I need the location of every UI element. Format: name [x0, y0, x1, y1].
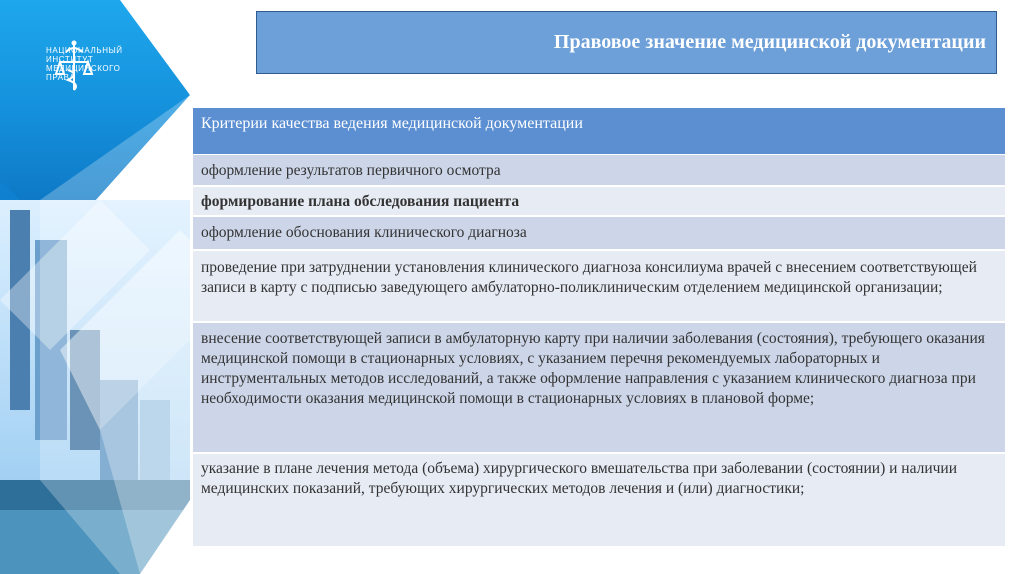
table-row: указание в плане лечения метода (объема) хирургического вмешательства при заболевании (состоянии) и наличии медицинских показаний, требующих хирургических методов лечения и (или) диагностики;	[193, 454, 1005, 546]
logo-line: НАЦИОНАЛЬНЫЙ	[46, 46, 123, 55]
logo-line: ПРАВА	[46, 73, 76, 82]
table-row: оформление обоснования клинического диагноза	[193, 217, 1005, 251]
logo-line: ИНСТИТУТ	[46, 55, 94, 64]
city-skyline-graphic	[0, 0, 200, 574]
institute-logo	[46, 40, 126, 82]
page-title: Правовое значение медицинской документации	[553, 31, 986, 53]
criteria-table	[193, 108, 1005, 546]
title-banner	[256, 11, 997, 74]
table-row: оформление результатов первичного осмотра	[193, 155, 1005, 187]
caduceus-scales-logo-icon	[54, 40, 94, 96]
logo-line: МЕДИЦИНСКОГО	[46, 64, 121, 73]
table-row: формирование плана обследования пациента	[193, 187, 1005, 217]
table-row: проведение при затруднении установления клинического диагноза консилиума врачей с внесением соответствующей записи в карту с подписью заведующего амбулаторно-поликлиническим отделением медицинской организации;	[193, 251, 1005, 323]
table-row: внесение соответствующей записи в амбулаторную карту при наличии заболевания (состояния), требующего оказания медицинской помощи в стационарных условиях, с указанием перечня рекомендуемых лабораторных и инструментальных методов исследований, а также оформление направления с указанием клинического диагноза при необходимости оказания медицинской помощи в стационарных условиях в плановой форме;	[193, 323, 1005, 454]
table-header: Критерии качества ведения медицинской документации	[193, 108, 1005, 155]
left-decorative-panel	[0, 0, 200, 574]
